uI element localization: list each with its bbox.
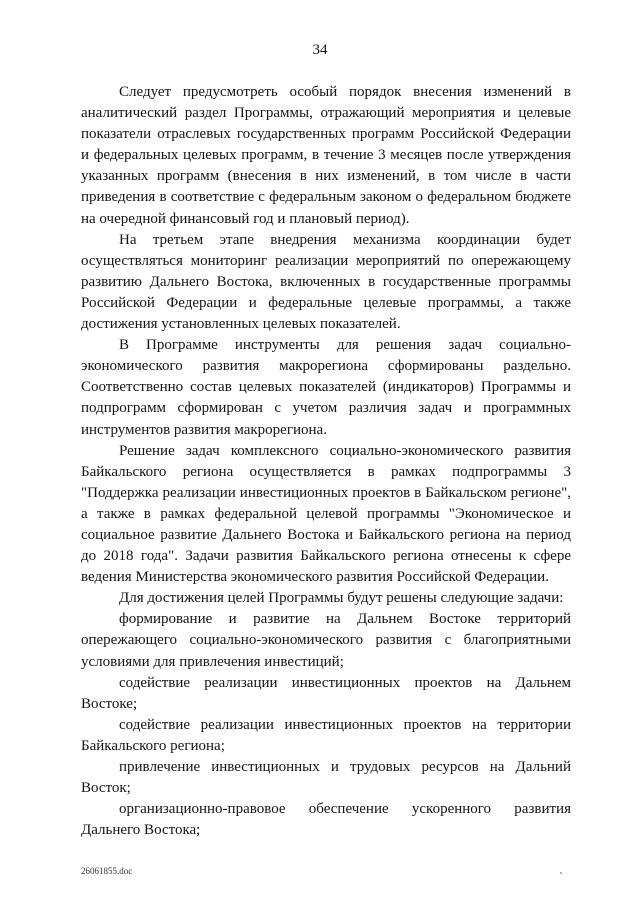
footer-file-name: 26061855.doc [81,866,133,876]
paragraph-baikal-region: Решение задач комплексного социально-экономического развития Байкальского региона осуществляется в рамках подпрограммы 3 "Поддержка реализации инвестиционных проектов в Байкальском регионе", а также в рамках федеральной целевой программы "Экономическое и социальное развитие Дальнего Востока и Байкальского региона на период до 2018 года". Задачи развития Байкальского региона отнесены к сфере ведения Министерства экономического развития Российской Федерации. [81,442,571,586]
scan-speck [560,872,562,874]
paragraph-tasks-intro: Для достижения целей Программы будут решены следующие задачи: [119,590,564,607]
task-item-resources: привлечение инвестиционных и трудовых ресурсов на Дальний Восток; [81,759,571,797]
task-item-legal-support: организационно-правовое обеспечение ускоренного развития Дальнего Востока; [81,801,571,839]
paragraph-instruments: В Программе инструменты для решения задач социально-экономического развития макрорегиона сформированы раздельно. Соответственно состав целевых показателей (индикаторов) Программы и подпрограмм сформирован с учетом различия задач и программных инструментов развития макрорегиона. [81,337,571,438]
page-number: 34 [312,42,328,58]
paragraph-monitoring-stage: На третьем этапе внедрения механизма координации будет осуществляться мониторинг реализации мероприятий по опережающему развитию Дальнего Востока, включенных в государственные программы Российской Федерации и федеральные целевые программы, а также достижения установленных целевых показателей. [81,231,571,333]
paragraph-amendment-procedure: Следует предусмотреть особый порядок внесения изменений в аналитический раздел Программы, отражающий мероприятия и целевые показатели отраслевых государственных программ Российской Федерации и федеральных целевых программ, в течение 3 месяцев после утверждения указанных программ (внесения в них изменений, в том числе в части приведения в соответствие с федеральным законом о федеральном бюджете на очередной финансовый год и плановый период). [81,84,571,227]
body-text [81,82,571,841]
task-item-baikal-projects: содействие реализации инвестиционных проектов на территории Байкальского региона; [81,716,571,754]
task-item-far-east-projects: содействие реализации инвестиционных проектов на Дальнем Востоке; [81,674,571,712]
task-item-territories: формирование и развитие на Дальнем Востоке территорий опережающего социально-экономического развития с благоприятными условиями для привлечения инвестиций; [81,611,571,670]
